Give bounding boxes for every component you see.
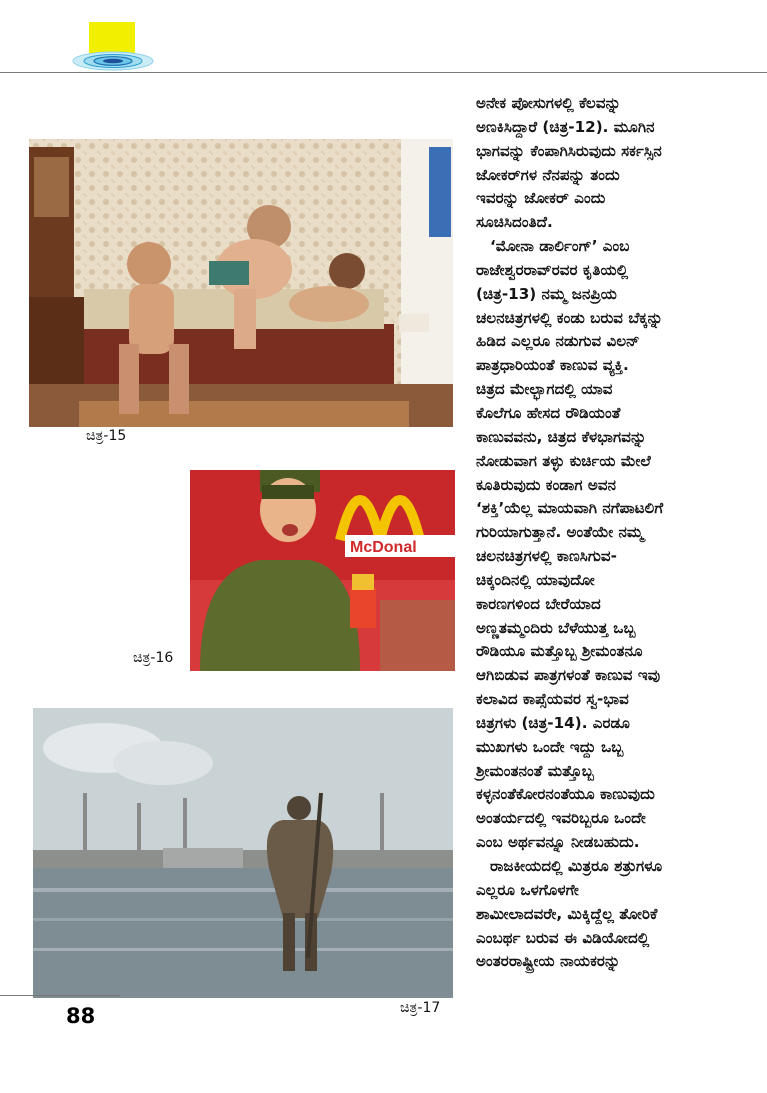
text-line: ಅಂತರರಾಷ್ಟ್ರೀಯ ನಾಯಕರನ್ನು bbox=[476, 952, 621, 971]
text-line: ಜೋಕರ್‌ಗಳ ನೆನಪನ್ನು ತಂದು bbox=[476, 165, 620, 184]
text-line: ಚಲನಚಿತ್ರಗಳಲ್ಲಿ ಕಂಡು ಬರುವ ಬೆಕ್ಕನ್ನು bbox=[476, 308, 663, 327]
text-line: (ಚಿತ್ರ-13) ನಮ್ಮ ಜನಪ್ರಿಯ bbox=[476, 284, 618, 303]
text-line: ಅಣಕಿಸಿದ್ದಾರೆ (ಚಿತ್ರ-12). ಮೂಗಿನ bbox=[476, 117, 655, 136]
text-line: ಆಗಿಬಿಡುವ ಪಾತ್ರಗಳಂತೆ ಕಾಣುವ ಇವು bbox=[476, 666, 661, 685]
mcdonalds-sign-text: McDonal bbox=[350, 539, 417, 556]
text-line: ರೌಡಿಯೂ ಮತ್ತೊಬ್ಬ ಶ್ರೀಮಂತನೂ bbox=[476, 642, 643, 661]
text-line: ಕಳ್ಳನಂತೆಕೋರನಂತೆಯೂ ಕಾಣುವುದು bbox=[476, 785, 655, 804]
figure-16-image bbox=[190, 470, 455, 671]
text-line: ‘ಮೋನಾ ಡಾರ್ಲಿಂಗ್’ ಎಂಬ bbox=[490, 237, 630, 256]
text-line: ಎಂಬರ್ಥ ಬರುವ ಈ ವಿಡಿಯೋದಲ್ಲಿ bbox=[476, 928, 650, 947]
text-line: ಪಾತ್ರಧಾರಿಯಂತೆ ಕಾಣುವ ವ್ಯಕ್ತಿ. bbox=[476, 356, 629, 375]
figure-17-caption: ಚಿತ್ರ-17 bbox=[400, 1000, 441, 1016]
text-line: ಹಿಡಿದ ಎಲ್ಲರೂ ನಡುಗುವ ವಿಲನ್ bbox=[476, 332, 640, 351]
text-line: ಕಲಾವಿದ ಕಾಪ್ಸೆಯವರ ಸ್ವ-ಭಾವ bbox=[476, 690, 629, 709]
text-line: ಕೂತಿರುವುದು ಕಂಡಾಗ ಅವನ bbox=[476, 475, 617, 494]
text-line: ಚಿತ್ರಗಳು (ಚಿತ್ರ-14). ಎರಡೂ bbox=[476, 713, 630, 732]
figure-15-image bbox=[29, 139, 453, 427]
sofa-collage-illustration bbox=[29, 139, 453, 427]
text-line: ಗುರಿಯಾಗುತ್ತಾನೆ. ಅಂತೆಯೇ ನಮ್ಮ bbox=[476, 523, 644, 542]
text-line: ಕೊಲೆಗೂ ಹೇಸದ ರೌಡಿಯಂತೆ bbox=[476, 403, 621, 422]
text-line: ಎಂಬ ಅರ್ಥವನ್ನೂ ನೀಡಬಹುದು. bbox=[476, 833, 640, 852]
text-line: ಕಾಣುವವನು, ಚಿತ್ರದ ಕೆಳಭಾಗವನ್ನು bbox=[476, 427, 647, 446]
propaganda-illustration bbox=[190, 470, 455, 671]
text-line: ರಾಜೇಶ್ವರರಾವ್‌ರವರ ಕೃತಿಯಲ್ಲಿ bbox=[476, 260, 629, 279]
text-line: ಅಂತರ್ಯದಲ್ಲಿ ಇವರಿಬ್ಬರೂ ಒಂದೇ bbox=[476, 809, 646, 828]
page-number: 88 bbox=[66, 1004, 96, 1028]
text-line: ರಾಜಕೀಯದಲ್ಲಿ ಮಿತ್ರರೂ ಶತ್ರುಗಳೂ bbox=[490, 857, 663, 875]
text-line: ಚಲನಚಿತ್ರಗಳಲ್ಲಿ ಕಾಣಸಿಗುವ- bbox=[476, 547, 617, 566]
text-line: ಕಾರಣಗಳಿಂದ ಬೇರೆಯಾದ bbox=[476, 594, 601, 613]
text-line: ಚಿಕ್ಕಂದಿನಲ್ಲಿ ಯಾವುದೋ bbox=[476, 570, 595, 589]
text-line: ಶ್ರೀಮಂತನಂತೆ ಮತ್ತೊಬ್ಬ bbox=[476, 761, 594, 780]
text-line: ಅನೇಕ ಪೋಸುಗಳಲ್ಲಿ ಕೆಲವನ್ನು bbox=[476, 94, 621, 112]
statue-illustration bbox=[33, 708, 453, 998]
body-text-column bbox=[476, 92, 760, 974]
figure-17-image bbox=[33, 708, 453, 998]
text-line: ‘ಶಕ್ತಿ’ಯೆಲ್ಲ ಮಾಯವಾಗಿ ನಗೆಪಾಟಲಿಗೆ bbox=[476, 499, 664, 518]
text-line: ಶಾಮೀಲಾದವರೇ, ಮಿಕ್ಕಿದ್ದೆಲ್ಲ ತೋರಿಕೆ bbox=[476, 904, 658, 923]
ripple-icon bbox=[70, 50, 156, 72]
text-line: ಅಣ್ಣತಮ್ಮಂದಿರು ಬೆಳೆಯುತ್ತ ಒಬ್ಬ bbox=[476, 618, 636, 637]
text-line: ನೋಡುವಾಗ ತಳ್ಳು ಕುರ್ಚಿಯ ಮೇಲೆ bbox=[476, 451, 651, 470]
magazine-logo bbox=[70, 22, 156, 74]
footer-rule bbox=[0, 995, 120, 996]
text-line: ಮುಖಗಳು ಒಂದೇ ಇದ್ದು ಒಬ್ಬ bbox=[476, 737, 624, 756]
figure-16-caption: ಚಿತ್ರ-16 bbox=[133, 650, 174, 666]
text-line: ಚಿತ್ರದ ಮೇಲ್ಭಾಗದಲ್ಲಿ ಯಾವ bbox=[476, 380, 613, 399]
text-line: ಸೂಚಿಸಿದಂತಿದೆ. bbox=[476, 213, 553, 232]
text-line: ಎಲ್ಲರೂ ಒಳಗೊಳಗೇ bbox=[476, 880, 579, 899]
text-line: ಭಾಗವನ್ನು ಕೆಂಪಾಗಿಸಿರುವುದು ಸರ್ಕಸ್ಸಿನ bbox=[476, 141, 662, 160]
text-line: ಇವರನ್ನು ಜೋಕರ್ ಎಂದು bbox=[476, 189, 606, 208]
header-rule bbox=[0, 72, 767, 73]
figure-15-caption: ಚಿತ್ರ-15 bbox=[86, 428, 127, 444]
